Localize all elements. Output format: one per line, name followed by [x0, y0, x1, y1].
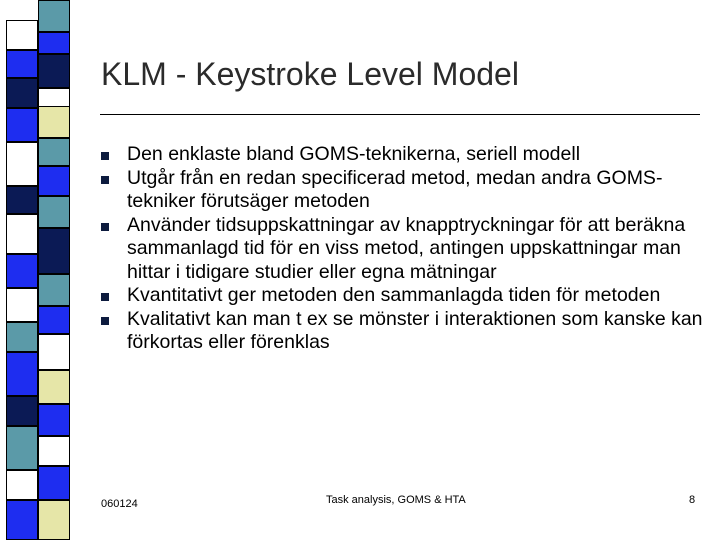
- bullet-text: Kvalitativt kan man t ex se mönster i interaktionen som kanske kan förkortas eller förenklas: [127, 307, 703, 353]
- stripe-block: [38, 334, 70, 370]
- stripe-block: [38, 196, 70, 228]
- stripe-block: [38, 228, 70, 274]
- square-bullet-icon: [101, 317, 109, 325]
- bullet-item: [96, 284, 706, 308]
- stripe-block: [38, 106, 70, 138]
- stripe-block: [6, 108, 38, 142]
- stripe-block: [38, 0, 70, 32]
- stripe-block: [6, 396, 38, 426]
- bullet-text: Använder tidsuppskattningar av knapptryckningar för att beräkna sammanlagd tid för en viss metod, antingen uppskattningar man hittar i tidigare studier eller egna mätningar: [127, 213, 686, 283]
- square-bullet-icon: [101, 176, 109, 184]
- stripe-block: [6, 142, 38, 186]
- stripe-block: [6, 186, 38, 214]
- stripe-block: [38, 466, 70, 500]
- square-bullet-icon: [101, 152, 109, 160]
- square-bullet-icon: [101, 223, 109, 231]
- stripe-block: [38, 306, 70, 334]
- title-divider: [100, 114, 700, 115]
- stripe-block: [6, 500, 38, 540]
- bullet-list: [96, 143, 706, 355]
- stripe-block: [38, 500, 70, 540]
- stripe-block: [6, 214, 38, 254]
- stripe-block: [6, 426, 38, 470]
- square-bullet-icon: [101, 293, 109, 301]
- stripe-block: [6, 322, 38, 352]
- stripe-block: [38, 404, 70, 436]
- stripe-block: [38, 138, 70, 166]
- stripe-block: [38, 274, 70, 306]
- bullet-text: Kvantitativt ger metoden den sammanlagda tiden för metoden: [127, 284, 661, 306]
- stripe-block: [6, 352, 38, 396]
- slide-title: KLM - Keystroke Level Model: [101, 56, 519, 92]
- stripe-block: [6, 78, 38, 108]
- stripe-block: [38, 32, 70, 54]
- decorative-stripe: [0, 0, 72, 540]
- bullet-item: [96, 308, 706, 355]
- page-number: 8: [689, 494, 696, 506]
- bullet-text: Utgår från en redan specificerad metod, medan andra GOMS-tekniker förutsäger metoden: [127, 166, 663, 212]
- stripe-block: [6, 288, 38, 322]
- stripe-block: [38, 54, 70, 88]
- bullet-item: [96, 167, 706, 214]
- stripe-block: [6, 50, 38, 78]
- bullet-item: [96, 143, 706, 167]
- stripe-block: [38, 370, 70, 404]
- stripe-block: [38, 166, 70, 196]
- bullet-text: Den enklaste bland GOMS-teknikerna, seriell modell: [127, 143, 581, 165]
- stripe-block: [38, 436, 70, 466]
- footer-date: 060124: [101, 498, 138, 510]
- stripe-block: [6, 470, 38, 500]
- footer-title: Task analysis, GOMS & HTA: [326, 494, 466, 506]
- stripe-block: [6, 254, 38, 288]
- stripe-block: [6, 20, 38, 50]
- bullet-item: [96, 214, 706, 285]
